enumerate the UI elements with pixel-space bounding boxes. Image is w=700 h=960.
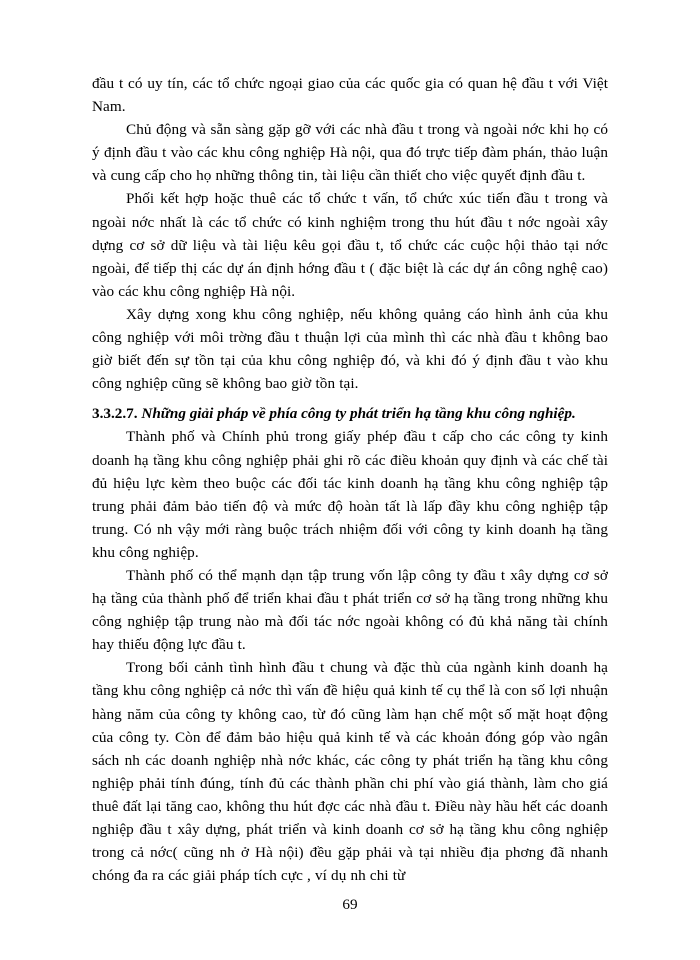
paragraph: Trong bối cảnh tình hình đầu t chung và đặc thù của ngành kinh doanh hạ tầng khu công nghiệp cả nớc thì vấn đề hiệu quả kinh tế cụ thể là con số lợi nhuận hàng năm của công ty không cao, từ đó cũng làm hạn chế một số mặt hoạt động của công ty. Còn để đảm bảo hiệu quả kinh tế và các khoản đóng góp vào ngân sách nh các doanh nghiệp nhà nớc khác, các công ty phát triển hạ tầng khu công nghiệp phải tính đúng, tính đủ các thành phần chi phí vào giá thành, làm cho giá thuê đất lại tăng cao, không thu hút đợc các nhà đầu t. Điều này hầu hết các doanh nghiệp đầu t xây dựng, phát triển và kinh doanh cơ sở hạ tầng khu công nghiệp trong cả nớc( cũng nh ở Hà nội) đều gặp phải và tại nhiều địa phơng đã nhanh chóng đa ra các giải pháp tích cực , ví dụ nh chi từ	[92, 659, 608, 885]
paragraph: Xây dựng xong khu công nghiệp, nếu không quảng cáo hình ảnh của khu công nghiệp với môi trờng đầu t thuận lợi của mình thì các nhà đầu t không bao giờ biết đến sự tồn tại của khu công nghiệp đó, và khi đó ý định đầu t vào khu công nghiệp cũng sẽ không bao giờ tồn tại.	[92, 305, 608, 393]
section-number: 3.3.2.7.	[92, 405, 138, 423]
paragraph: Chủ động và sẵn sàng gặp gỡ với các nhà đầu t trong và ngoài nớc khi họ có ý định đầu t vào các khu công nghiệp Hà nội, qua đó trực tiếp đàm phán, thảo luận và cung cấp cho họ những thông tin, tài liệu cần thiết cho việc quyết định đầu t.	[92, 121, 608, 185]
paragraph: đầu t có uy tín, các tổ chức ngoại giao của các quốc gia có quan hệ đầu t với Việt Nam.	[92, 75, 608, 116]
page-content	[92, 72, 608, 887]
section-title: Những giải pháp về phía công ty phát triển hạ tầng khu công nghiệp.	[141, 405, 576, 423]
paragraph: Phối kết hợp hoặc thuê các tổ chức t vấn, tổ chức xúc tiến đầu t trong và ngoài nớc nhất là các tổ chức có kinh nghiệm trong thu hút đầu t nớc ngoài xây dựng cơ sở dữ liệu và tài liệu kêu gọi đầu t, tổ chức các cuộc hội thảo tại nớc ngoài, để tiếp thị các dự án định hớng đầu t ( đặc biệt là các dự án công nghệ cao) vào các khu công nghiệp Hà nội.	[92, 190, 608, 300]
page-number: 69	[342, 896, 358, 913]
paragraph: Thành phố và Chính phủ trong giấy phép đầu t cấp cho các công ty kinh doanh hạ tầng khu công nghiệp phải ghi rõ các điều khoản quy định và các chế tài đủ hiệu lực kèm theo buộc các đối tác kinh doanh hạ tầng khu công nghiệp tập trung phải đảm bảo tiến độ và mức độ hoàn tất là lấp đầy khu công nghiệp tập trung. Có nh vậy mới ràng buộc trách nhiệm đối với công ty kinh doanh hạ tầng khu công nghiệp.	[92, 428, 608, 561]
section-heading	[92, 402, 608, 425]
paragraph: Thành phố có thể mạnh dạn tập trung vốn lập công ty đầu t xây dựng cơ sở hạ tầng của thành phố để triển khai đầu t phát triển cơ sở hạ tầng trong những khu công nghiệp tập trung nào mà đối tác nớc ngoài không có đủ khả năng tài chính hay thiếu động lực đầu t.	[92, 566, 608, 654]
